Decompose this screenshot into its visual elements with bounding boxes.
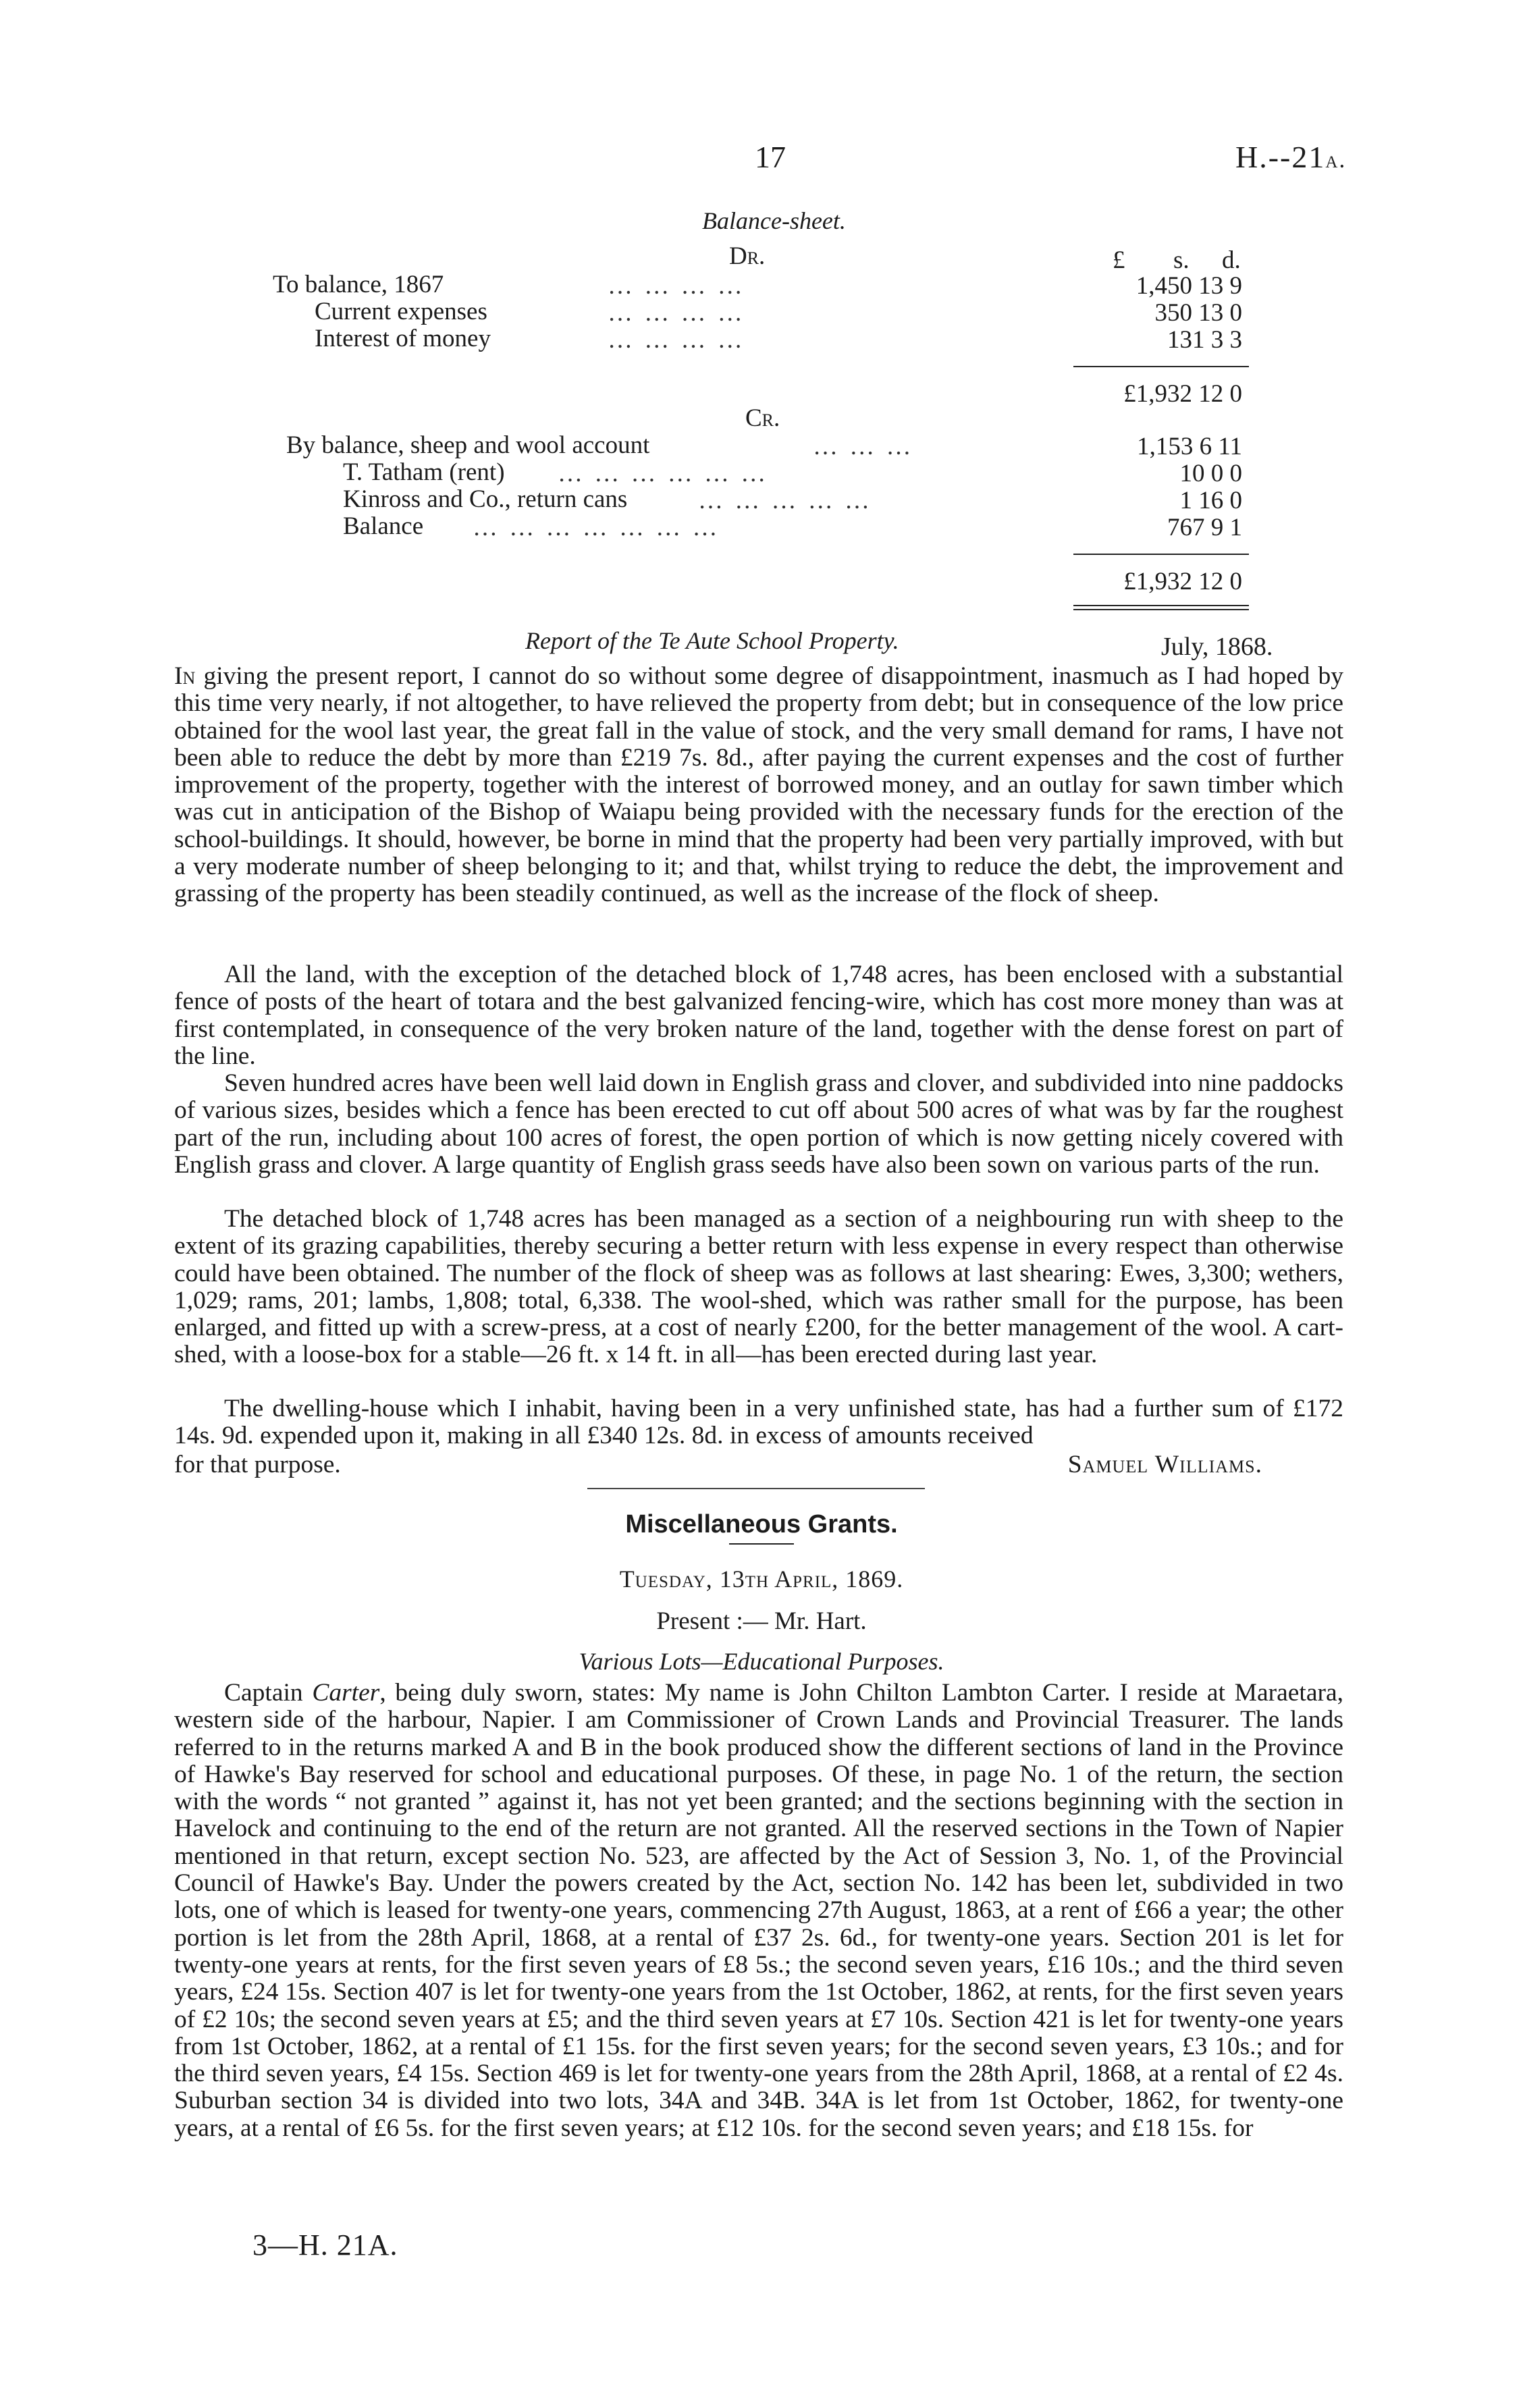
subsection-title: Various Lots—Educational Purposes. xyxy=(579,1648,944,1675)
cr-row-label: By balance, sheep and wool account xyxy=(286,431,650,459)
cr-total: £1,932 12 0 xyxy=(1123,568,1242,595)
pound-header: £ xyxy=(1113,246,1125,274)
section-divider xyxy=(587,1488,925,1489)
report-date: July, 1868. xyxy=(1161,633,1273,661)
doc-ref-main: H.--21 xyxy=(1235,140,1326,174)
shilling-header: s. xyxy=(1173,246,1190,274)
report-title: Report of the Te Aute School Property. xyxy=(525,627,899,654)
testimony-lead: Captain xyxy=(224,1679,313,1707)
report-paragraph-end: for that purpose. xyxy=(174,1451,341,1478)
pence-header: d. xyxy=(1222,246,1241,274)
signature-mark: 3—H. 21A. xyxy=(252,2228,398,2262)
present-line: Present :— Mr. Hart. xyxy=(656,1607,867,1635)
drop-lead: In xyxy=(174,662,196,690)
dr-row-label: To balance, 1867 xyxy=(273,271,444,298)
title-underline xyxy=(729,1543,794,1545)
report-paragraph: All the land, with the exception of the detached block of 1,748 acres, has been enclosed with a substantial fence of posts of the heart of totara and the best galvanized fencing-wire, which has cost more money than was at first contemplated, in consequence of the very broken nature of the land, together with the dense forest on part of the line. xyxy=(174,961,1343,1070)
leader-dots: … … … … … xyxy=(698,487,872,514)
total-double-rule xyxy=(1073,605,1249,606)
report-paragraph: Seven hundred acres have been well laid down in English grass and clover, and subdivided into nine paddocks of various sizes, besides which a fence has been erected to cut off about 500 acres of what was by far the roughest part of the run, including about 100 acres of forest, the open portion of which is now getting nicely covered with English grass and clover. A large quantity of English grass seeds have also been sown on various parts of the run. xyxy=(174,1069,1343,1179)
leader-dots: … … … … xyxy=(608,326,745,354)
leader-dots: … … … … … … xyxy=(558,460,769,487)
doc-ref-suffix: a. xyxy=(1325,146,1347,173)
cr-label: Cr. xyxy=(745,404,780,432)
report-paragraph xyxy=(174,663,1343,908)
leader-dots: … … … … xyxy=(608,272,745,300)
cr-row-label: T. Tatham (rent) xyxy=(343,458,505,486)
cr-row-amount: 10 0 0 xyxy=(1179,460,1242,487)
testimony-text: , being duly sworn, states: My name is John Chilton Lambton Carter. I reside at Maraetara, western side of the harbour, Napier. I am Commissioner of Crown Lands and Provincial Treasurer. The lands referred to in the returns marked A and B in the book produced show the different sections of land in the Province of Hawke's Bay reserved for school and educational purposes. Of these, in page No. 1 of the return, the section with the words “ not granted ” against it, has not yet been granted; and the sections beginning with the section in Havelock and continuing to the end of the return are not granted. All the reserved sections in the Town of Napier mentioned in that return, except section No. 523, are affected by the Act of Session 3, No. 1, of the Provincial Council of Hawke's Bay. Under the powers created by the Act, section No. 142 has been let, subdivided in two lots, one of which is leased for twenty-one years, commencing 27th August, 1863, at a rent of £66 a year; the other portion is let from the 28th April, 1868, at a rental of £37 2s. 6d., for twenty-one years. Section 201 is let for twenty-one years at rents, for the first seven years of £8 5s.; the second seven years, £16 10s.; and the third seven years, £24 15s. Section 407 is let for twenty-one years from the 1st October, 1862, at rents, for the first seven years of £2 10s; the second seven years at £5; and the third seven years at £7 10s. Section 421 is let for twenty-one years from 1st October, 1862, at a rental of £1 15s. for the first seven years; for the second seven years, £3 10s.; and for the third seven years, £4 15s. Section 469 is let for twenty-one years from the 28th April, 1868, at a rental of £2 4s. Suburban section 34 is divided into two lots, 34A and 34B. 34A is let from 1st October, 1862, for twenty-one years, at a rental of £6 5s. for the first seven years; at £12 10s. for the second seven years; and £18 15s. for xyxy=(174,1679,1343,2142)
cr-row-amount: 1 16 0 xyxy=(1179,487,1242,514)
dr-total: £1,932 12 0 xyxy=(1123,380,1242,408)
dr-row-amount: 350 13 0 xyxy=(1154,299,1242,327)
dr-row-label: Interest of money xyxy=(315,325,491,352)
cr-row-label: Balance xyxy=(343,512,424,540)
section-title: Miscellaneous Grants. xyxy=(625,1510,898,1539)
dr-row-amount: 1,450 13 9 xyxy=(1135,272,1242,300)
signature: Samuel Williams. xyxy=(1067,1451,1262,1478)
cr-row-amount: 1,153 6 11 xyxy=(1137,433,1242,460)
dr-row-amount: 131 3 3 xyxy=(1167,326,1242,354)
leader-dots: … … … … xyxy=(608,299,745,327)
leader-dots: … … … … … … … xyxy=(473,514,720,541)
cr-row-label: Kinross and Co., return cans xyxy=(343,485,628,513)
leader-dots: … … … xyxy=(813,433,914,460)
hearing-date: Tuesday, 13th April, 1869. xyxy=(619,1566,904,1593)
subtotal-rule xyxy=(1073,366,1249,367)
page-number: 17 xyxy=(755,140,786,174)
cr-row-amount: 767 9 1 xyxy=(1167,514,1242,541)
report-paragraph: The dwelling-house which I inhabit, having been in a very unfinished state, has had a further sum of £172 14s. 9d. expended upon it, making in all £340 12s. 8d. in excess of amounts received xyxy=(174,1395,1343,1450)
testimony-paragraph xyxy=(174,1680,1343,2142)
document-reference xyxy=(1235,139,1346,175)
dr-row-label: Current expenses xyxy=(315,298,487,325)
subtotal-rule xyxy=(1073,554,1249,555)
total-double-rule xyxy=(1073,609,1249,610)
report-paragraph-text: giving the present report, I cannot do so without some degree of disappointment, inasmuch as I had hoped by this time very nearly, if not altogether, to have relieved the property from debt; but in consequence of the low price obtained for the wool last year, the great fall in the value of stock, and the very small demand for rams, I have not been able to reduce the debt by more than £219 7s. 8d., after paying the current expenses and the cost of further improvement of the property, together with the interest of borrowed money, and an outlay for sawn timber which was cut in anticipation of the Bishop of Waiapu being provided with the necessary funds for the erection of the school-buildings. It should, however, be borne in mind that the property had been very partially improved, with but a very moderate number of sheep belonging to it; and that, whilst trying to reduce the debt, the improvement and grassing of the property has been steadily continued, as well as the increase of the flock of sheep. xyxy=(174,662,1343,908)
balance-sheet-title: Balance-sheet. xyxy=(702,207,846,234)
witness-name: Carter xyxy=(312,1679,380,1707)
report-paragraph: The detached block of 1,748 acres has been managed as a section of a neighbouring run with sheep to the extent of its grazing capabilities, thereby securing a better return with less expense in every respect than otherwise could have been obtained. The number of the flock of sheep was as follows at last shearing: Ewes, 3,300; wethers, 1,029; rams, 201; lambs, 1,808; total, 6,338. The wool-shed, which was rather small for the purpose, has been enlarged, and fitted up with a screw-press, at a cost of nearly £200, for the better management of the wool. A cart-shed, with a loose-box for a stable—26 ft. x 14 ft. in all—has been erected during last year. xyxy=(174,1205,1343,1369)
dr-label: Dr. xyxy=(729,242,766,270)
